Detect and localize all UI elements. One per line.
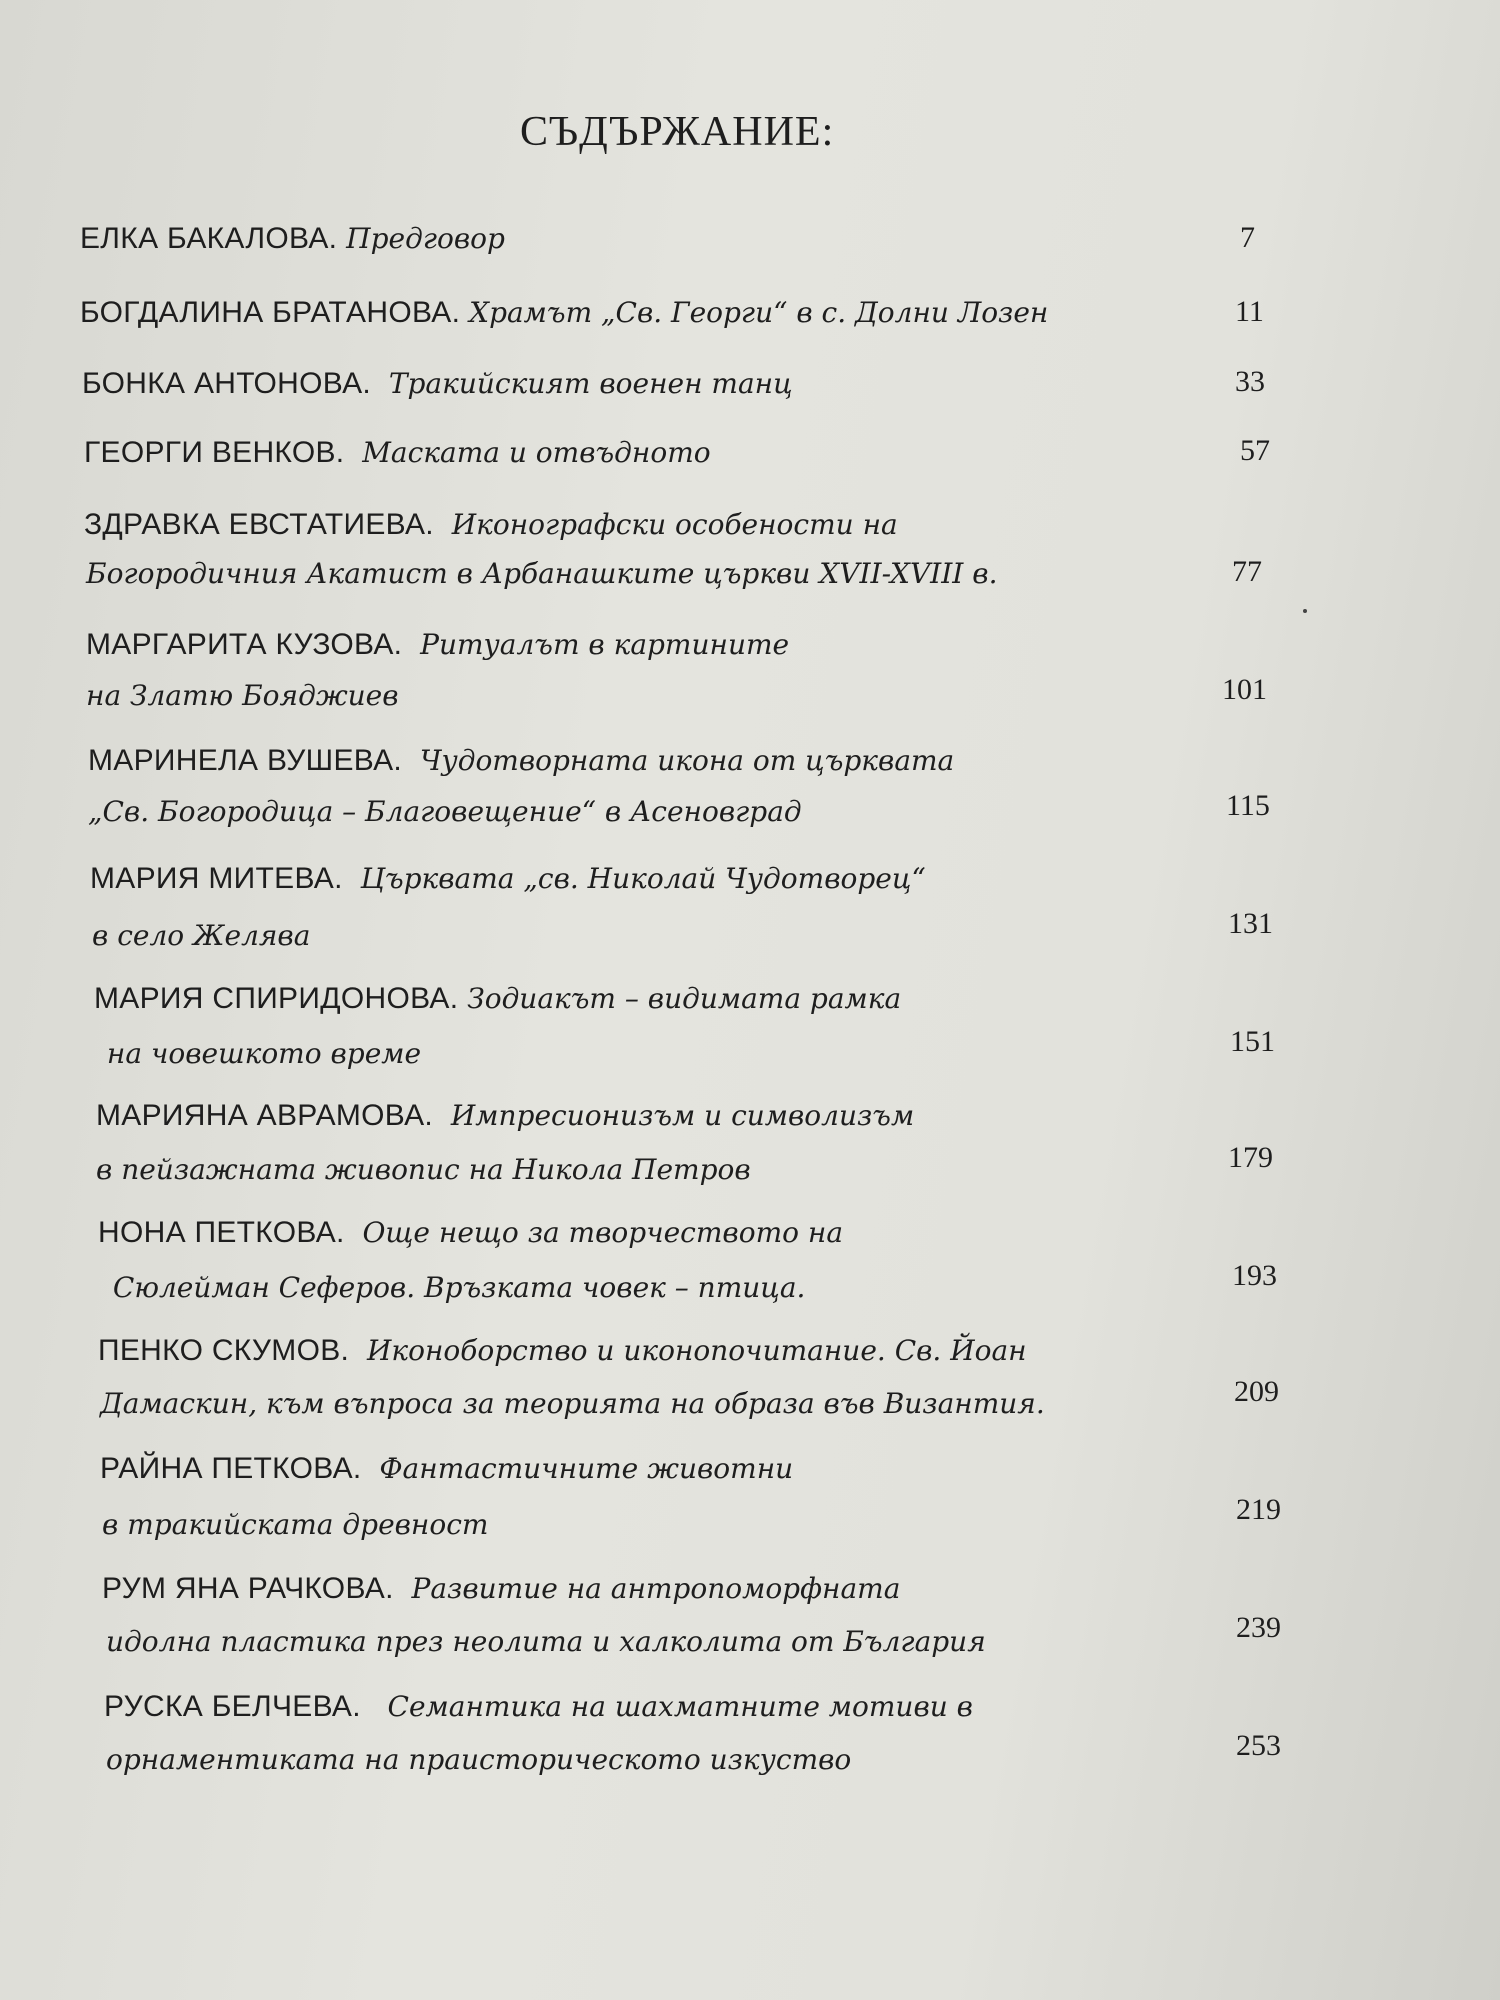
- toc-entry-title-continued: на човешкото време: [98, 1037, 422, 1070]
- toc-entry-title-continued: на Златю Бояджиев: [86, 679, 399, 712]
- ink-dot: [1303, 609, 1307, 613]
- toc-entry-title: Иконоборство и иконопочитание. Св. Йоан: [349, 1334, 1027, 1367]
- toc-entry-first-line: [100, 1448, 793, 1489]
- toc-entry-page-number: 11: [1235, 295, 1264, 328]
- toc-entry-first-line: [80, 292, 1048, 333]
- toc-entry-title-continued: в село Желява: [92, 919, 311, 952]
- toc-entry-page-number: 57: [1240, 434, 1270, 467]
- toc-entry-author: ПЕНКО СКУМОВ.: [98, 1334, 350, 1367]
- toc-entry-title: Ритуалът в картините: [402, 628, 790, 661]
- toc-entry-author: МАРИЯ МИТЕВА.: [90, 862, 343, 895]
- toc-entry-author: МАРИЯ СПИРИДОНОВА.: [94, 982, 459, 1015]
- toc-entry-title: Фантастичните животни: [361, 1452, 794, 1485]
- toc-entry-page-number: 101: [1222, 673, 1267, 706]
- toc-entry-title: Чудотворната икона от църквата: [402, 744, 955, 777]
- toc-entry-author: МАРИЯНА АВРАМОВА.: [96, 1099, 434, 1132]
- toc-entry-first-line: [82, 363, 793, 404]
- toc-entry-first-line: [96, 1095, 914, 1136]
- toc-entry-title-continued: орнаментиката на праисторическото изкуство: [106, 1743, 852, 1776]
- page-title: СЪДЪРЖАНИЕ:: [520, 109, 835, 155]
- toc-entry-first-line: [102, 1568, 900, 1609]
- toc-entry-author: РУМ ЯНА РАЧКОВА.: [102, 1572, 394, 1605]
- toc-entry-page-number: 7: [1240, 221, 1255, 254]
- toc-entry-title-continued: Сюлейман Сеферов. Връзката човек – птица.: [104, 1271, 806, 1304]
- toc-entry-page-number: 33: [1235, 365, 1265, 398]
- toc-entry-title: Предговор: [337, 222, 505, 255]
- toc-entry-first-line: [86, 624, 789, 665]
- toc-entry-title: Църквата „св. Николай Чудотворец“: [342, 862, 926, 895]
- toc-entry-author: РУСКА БЕЛЧЕВА.: [104, 1690, 361, 1723]
- toc-entry-page-number: 239: [1236, 1611, 1281, 1644]
- toc-entry-page-number: 151: [1230, 1025, 1275, 1058]
- toc-entry-title-continued: в пейзажната живопис на Никола Петров: [96, 1153, 751, 1186]
- toc-entry-first-line: [90, 858, 926, 899]
- toc-entry-author: МАРГАРИТА КУЗОВА.: [86, 628, 403, 661]
- toc-entry-first-line: [84, 432, 711, 473]
- toc-entry-author: БОГДАЛИНА БРАТАНОВА.: [80, 296, 461, 329]
- toc-entry-title: Импресионизъм и символизъм: [433, 1099, 915, 1132]
- toc-entry-page-number: 115: [1226, 789, 1270, 822]
- toc-entry-title: Още нещо за творчеството на: [344, 1216, 844, 1249]
- toc-entry-first-line: [98, 1212, 843, 1253]
- toc-entry-title: Тракийският военен танц: [371, 367, 793, 400]
- toc-entry-author: ЗДРАВКА ЕВСТАТИЕВА.: [84, 508, 434, 541]
- toc-entry-title-continued: идолна пластика през неолита и халколита от България: [106, 1625, 986, 1658]
- toc-entry-title: Семантика на шахматните мотиви в: [360, 1690, 973, 1723]
- toc-entry-title: Зодиакът – видимата рамка: [458, 982, 902, 1015]
- toc-entry-author: ЕЛКА БАКАЛОВА.: [80, 222, 338, 255]
- toc-entry-title-continued: в тракийската древност: [102, 1508, 489, 1541]
- toc-entry-title: Иконографски особености на: [433, 508, 898, 541]
- toc-entry-author: ГЕОРГИ ВЕНКОВ.: [84, 436, 345, 469]
- toc-entry-first-line: [84, 504, 898, 545]
- toc-entry-page-number: 131: [1228, 907, 1273, 940]
- toc-entry-page-number: 253: [1236, 1729, 1281, 1762]
- toc-entry-author: МАРИНЕЛА ВУШЕВА.: [88, 744, 403, 777]
- toc-entry-first-line: [104, 1686, 973, 1727]
- toc-entry-page-number: 193: [1232, 1259, 1277, 1292]
- toc-entry-title: Маската и отвъдното: [344, 436, 711, 469]
- toc-entry-page-number: 179: [1228, 1141, 1273, 1174]
- toc-entry-author: НОНА ПЕТКОВА.: [98, 1216, 345, 1249]
- toc-entry-first-line: [98, 1330, 1027, 1371]
- toc-entry-author: РАЙНА ПЕТКОВА.: [100, 1452, 362, 1485]
- toc-entry-author: БОНКА АНТОНОВА.: [82, 367, 372, 400]
- toc-entry-title-continued: „Св. Богородица – Благовещение“ в Асеновград: [88, 795, 802, 828]
- toc-entry-title: Развитие на антропоморфната: [393, 1572, 901, 1605]
- toc-entry-title-continued: Дамаскин, към въпроса за теорията на образа във Византия.: [100, 1387, 1045, 1420]
- toc-entry-first-line: [94, 978, 901, 1019]
- toc-entry-page-number: 219: [1236, 1493, 1281, 1526]
- toc-entry-first-line: [80, 218, 505, 259]
- toc-entry-title: Храмът „Св. Георги“ в с. Долни Лозен: [460, 296, 1049, 329]
- toc-entry-first-line: [88, 740, 954, 781]
- toc-entry-title-continued: Богородичния Акатист в Арбанашките църкви XVII-XVIII в.: [86, 557, 998, 590]
- toc-entry-page-number: 77: [1232, 555, 1262, 588]
- toc-entry-page-number: 209: [1234, 1375, 1279, 1408]
